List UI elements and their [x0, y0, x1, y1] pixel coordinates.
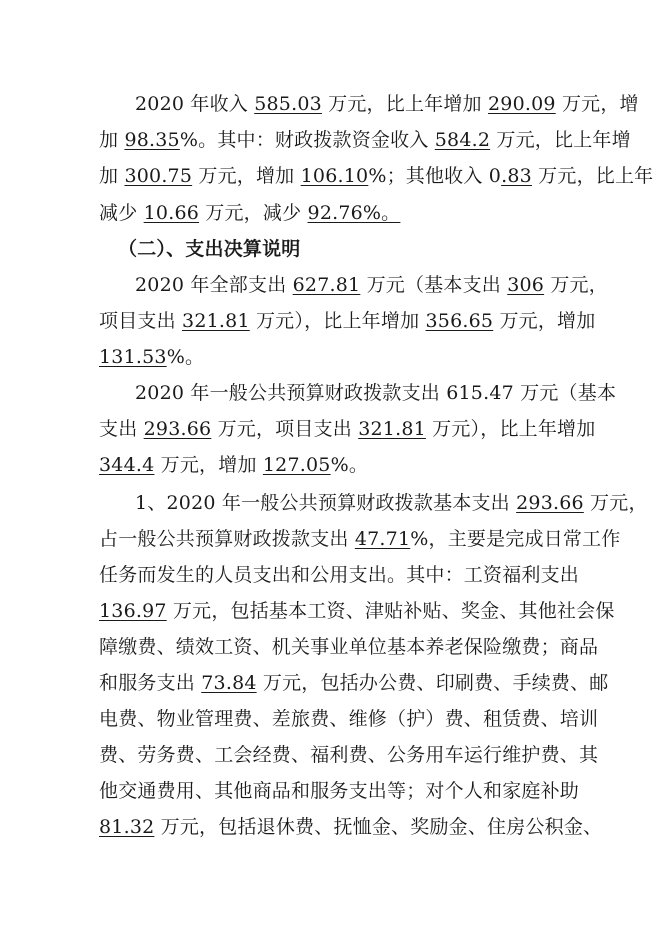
text-run: 2020 年收入 [135, 93, 255, 115]
text-line [99, 195, 662, 231]
text-run: 万元），比上年增加 [425, 418, 596, 440]
text-run: 万元），比上年增加 [249, 310, 426, 332]
text-run: 电费、物业管理费、差旅费、维修（护）费、租赁费、培训 [99, 708, 599, 730]
text-run: 费、劳务费、工会经费、福利费、公务用车运行维护费、其 [99, 744, 599, 766]
underlined-value: 321.81 [182, 310, 250, 332]
text-run: 任务而发生的人员支出和公用支出。其中：工资福利支出 [99, 564, 580, 586]
underlined-value: 300.75 [124, 165, 193, 187]
text-run: 项目支出 [99, 310, 183, 332]
text-line [99, 737, 662, 773]
text-line [99, 447, 662, 483]
text-run: 万元， [544, 274, 608, 296]
text-run: 万元， [583, 492, 648, 514]
underlined-value: 293.66 [143, 418, 212, 440]
text-run: 万元，增加 [154, 454, 263, 476]
text-run: 占一般公共预算财政拨款支出 [99, 528, 355, 550]
text-run: %。 [166, 346, 205, 368]
underlined-value: 306 [507, 274, 545, 296]
text-line [99, 411, 662, 447]
text-run: %。其中：财政拨款资金收入 [179, 129, 435, 151]
text-line [99, 339, 662, 375]
text-run: 万元，比上年增 [490, 129, 631, 151]
text-line [99, 809, 662, 845]
text-run: 2020 年全部支出 [135, 274, 293, 296]
text-run: %。 [330, 454, 369, 476]
text-run: %；其他收入 0 [368, 165, 502, 187]
text-line [99, 665, 662, 701]
text-line [99, 303, 662, 339]
text-line [99, 521, 662, 557]
underlined-value: 290.09 [488, 93, 556, 115]
text-run: 障缴费、绩效工资、机关事业单位基本养老保险缴费；商品 [99, 636, 599, 658]
text-line [135, 267, 662, 303]
text-run: 万元，增加 [192, 165, 301, 187]
text-run: %，主要是完成日常工作 [410, 528, 621, 550]
underlined-value: 344.4 [99, 454, 155, 476]
underlined-value: 98.35 [124, 129, 180, 151]
text-run: 万元，包括办公费、印刷费、手续费、邮 [256, 672, 609, 694]
underlined-value: 73.84 [201, 672, 257, 694]
underlined-value: 81.32 [99, 816, 155, 838]
text-run: 万元，比上年增加 [321, 93, 489, 115]
underlined-value: 47.71 [354, 528, 411, 550]
text-line [99, 701, 662, 737]
heading-text: （二）、支出决算说明 [118, 238, 301, 260]
underlined-value: 627.81 [292, 274, 361, 296]
underlined-value: 106.10 [300, 165, 369, 187]
underlined-value: 584.2 [434, 129, 491, 151]
underlined-value: .83 [501, 165, 532, 187]
text-run: 万元，项目支出 [211, 418, 359, 440]
text-run: 万元，增加 [493, 310, 596, 332]
text-line [99, 629, 662, 665]
text-run: 2020 年一般公共预算财政拨款支出 615.47 万元（基本 [135, 382, 617, 404]
underlined-value: 92.76%。 [307, 202, 401, 224]
underlined-value: 127.05 [262, 454, 331, 476]
text-run: 万元（基本支出 [360, 274, 508, 296]
underlined-value: 321.81 [358, 418, 426, 440]
underlined-value: 585.03 [254, 93, 322, 115]
text-run: 减少 [99, 202, 144, 224]
text-line [135, 86, 662, 122]
text-run: 和服务支出 [99, 672, 202, 694]
underlined-value: 136.97 [99, 600, 167, 622]
text-run: 万元，减少 [199, 202, 308, 224]
underlined-value: 356.65 [425, 310, 494, 332]
text-run: 支出 [99, 418, 144, 440]
text-run: 他交通费用、其他商品和服务支出等；对个人和家庭补助 [99, 780, 580, 802]
text-line [99, 122, 662, 158]
text-run: 万元，比上年 [531, 165, 654, 187]
section-heading [118, 231, 662, 267]
underlined-value: 10.66 [143, 202, 200, 224]
underlined-value: 131.53 [99, 346, 167, 368]
text-line [99, 158, 662, 194]
text-run: 万元，包括退休费、抚恤金、奖励金、住房公积金、 [154, 816, 603, 838]
text-run: 万元，增 [555, 93, 639, 115]
text-run: 加 [99, 129, 125, 151]
underlined-value: 293.66 [516, 492, 584, 514]
text-run: 万元，包括基本工资、津贴补贴、奖金、其他社会保 [166, 600, 615, 622]
text-run: 加 [99, 165, 125, 187]
text-line [135, 375, 662, 411]
text-line [99, 593, 662, 629]
text-run: 1、2020 年一般公共预算财政拨款基本支出 [135, 492, 517, 514]
text-line [99, 773, 662, 809]
text-line [99, 557, 662, 593]
text-line [135, 485, 662, 521]
